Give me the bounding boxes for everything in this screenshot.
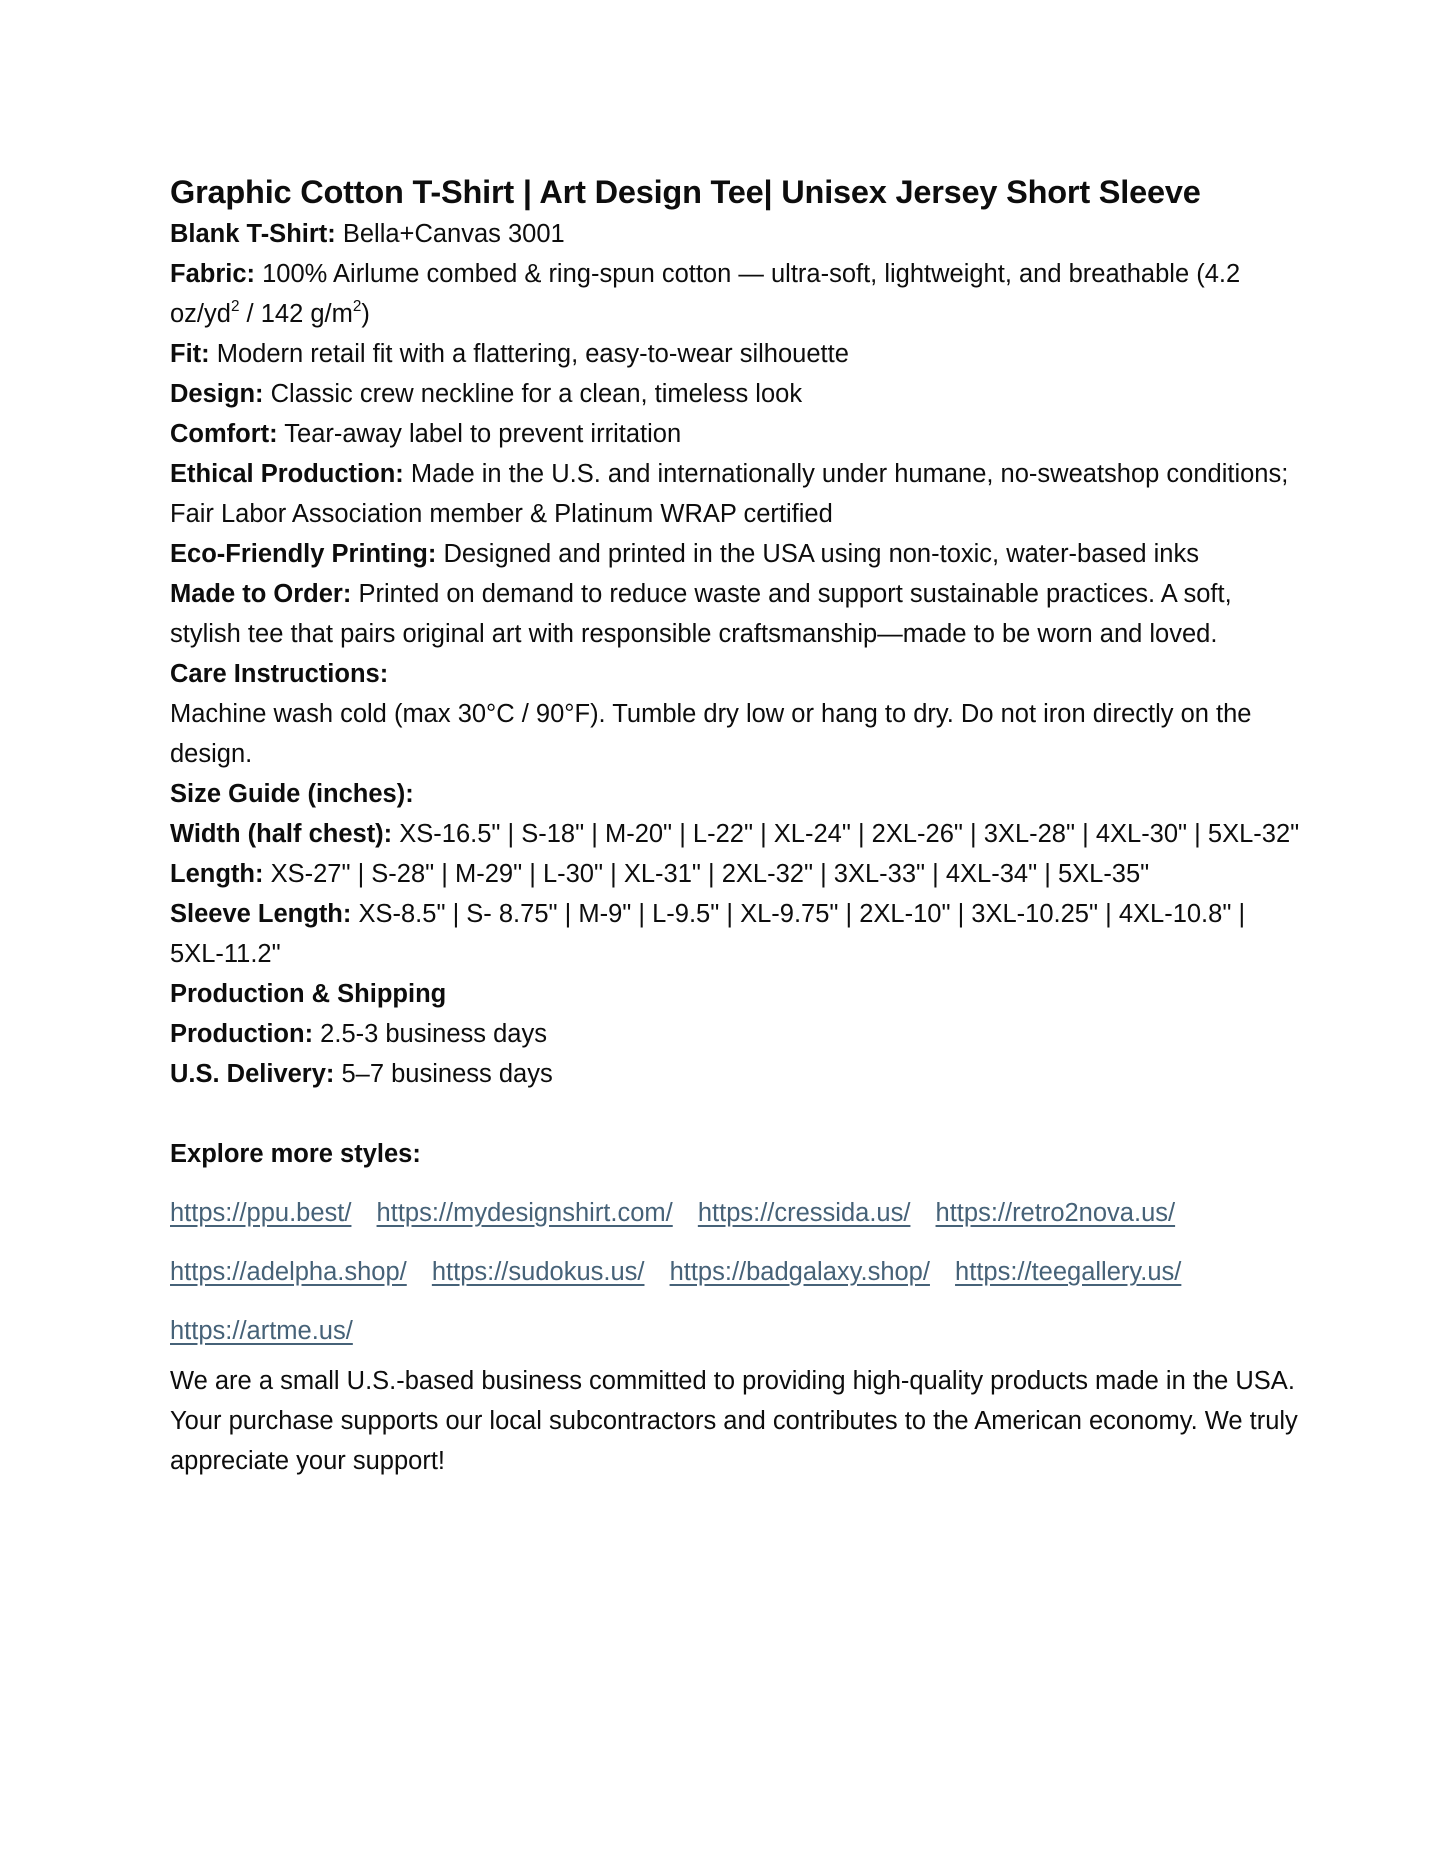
spec-value: Tear-away label to prevent irritation: [284, 420, 682, 448]
spec-value: Classic crew neckline for a clean, timeless look: [270, 380, 803, 408]
spec-label: Eco-Friendly Printing:: [170, 540, 437, 568]
spec-label: Made to Order:: [170, 580, 352, 608]
shipping-value: 2.5-3 business days: [320, 1020, 547, 1048]
spacer: [170, 1094, 1300, 1134]
shipping-heading: Production & Shipping: [170, 980, 447, 1008]
link-row: [170, 1243, 1300, 1302]
size-length: [170, 854, 1300, 894]
size-values: XS-27" | S-28" | M-29" | L-30" | XL-31" | 2XL-32" | 3XL-33" | 4XL-34" | 5XL-35": [270, 860, 1150, 888]
store-link[interactable]: https://artme.us/: [170, 1317, 353, 1345]
spec-label: Comfort:: [170, 420, 278, 448]
store-link[interactable]: https://ppu.best/: [170, 1199, 352, 1227]
size-label: Sleeve Length:: [170, 900, 352, 928]
spec-fabric: [170, 254, 1300, 334]
store-link[interactable]: https://teegallery.us/: [955, 1258, 1182, 1286]
spec-design: [170, 374, 1300, 414]
explore-heading: Explore more styles:: [170, 1140, 421, 1168]
size-values: XS-8.5" | S- 8.75" | M-9" | L-9.5" | XL-9.75" | 2XL-10" | 3XL-10.25" | 4XL-10.8" | 5XL-11.2": [170, 900, 1246, 968]
page-title: Graphic Cotton T-Shirt | Art Design Tee| Unisex Jersey Short Sleeve: [170, 174, 1201, 210]
spec-value: Printed on demand to reduce waste and support sustainable practices. A soft, stylish tee that pairs original art with responsible craftsmanship—made to be worn and loved.: [170, 580, 1232, 648]
size-width: [170, 814, 1300, 854]
spec-value: Designed and printed in the USA using non-toxic, water-based inks: [443, 540, 1199, 568]
spec-value: Bella+Canvas 3001: [342, 220, 565, 248]
spec-value: Made in the U.S. and internationally under humane, no-sweatshop conditions; Fair Labor Association member & Platinum WRAP certified: [170, 460, 1289, 528]
shipping-delivery: [170, 1054, 1300, 1094]
spec-fit: [170, 334, 1300, 374]
spec-value: Modern retail fit with a flattering, easy-to-wear silhouette: [216, 340, 849, 368]
link-list: [170, 1184, 1300, 1361]
closing-paragraph: We are a small U.S.-based business committed to providing high-quality products made in the USA. Your purchase supports our local subcontractors and contributes to the American economy. We truly appreciate your support!: [170, 1367, 1298, 1475]
size-values: XS-16.5" | S-18" | M-20" | L-22" | XL-24" | 2XL-26" | 3XL-28" | 4XL-30" | 5XL-32": [399, 820, 1300, 848]
spec-value: 100% Airlume combed & ring-spun cotton — ultra-soft, lightweight, and breathable (4.2 oz/yd: [170, 260, 1241, 328]
spec-label: Blank T-Shirt:: [170, 220, 336, 248]
store-link[interactable]: https://badgalaxy.shop/: [669, 1258, 930, 1286]
shipping-label: U.S. Delivery:: [170, 1060, 335, 1088]
spec-label: Design:: [170, 380, 264, 408]
size-guide-heading: Size Guide (inches):: [170, 780, 414, 808]
spec-eco: [170, 534, 1300, 574]
spec-label: Fit:: [170, 340, 210, 368]
spec-made-to-order: [170, 574, 1300, 654]
store-link[interactable]: https://cressida.us/: [697, 1199, 911, 1227]
spec-value: ): [361, 300, 370, 328]
size-sleeve: [170, 894, 1300, 974]
shipping-production: [170, 1014, 1300, 1054]
superscript: 2: [230, 297, 240, 315]
link-row: [170, 1302, 1300, 1361]
store-link[interactable]: https://mydesignshirt.com/: [376, 1199, 673, 1227]
spec-label: Ethical Production:: [170, 460, 404, 488]
spec-value: / 142 g/m: [239, 300, 353, 328]
shipping-label: Production:: [170, 1020, 314, 1048]
shipping-value: 5–7 business days: [341, 1060, 553, 1088]
superscript: 2: [352, 297, 362, 315]
size-label: Length:: [170, 860, 264, 888]
care-heading: Care Instructions:: [170, 660, 389, 688]
store-link[interactable]: https://retro2nova.us/: [935, 1199, 1176, 1227]
spec-ethical: [170, 454, 1300, 534]
store-link[interactable]: https://adelpha.shop/: [170, 1258, 407, 1286]
size-label: Width (half chest):: [170, 820, 393, 848]
document-page: [170, 170, 1300, 1481]
spec-label: Fabric:: [170, 260, 256, 288]
spec-comfort: [170, 414, 1300, 454]
care-text: Machine wash cold (max 30°C / 90°F). Tumble dry low or hang to dry. Do not iron directly on the design.: [170, 700, 1252, 768]
link-row: [170, 1184, 1300, 1243]
store-link[interactable]: https://sudokus.us/: [431, 1258, 645, 1286]
spec-blank: [170, 214, 1300, 254]
